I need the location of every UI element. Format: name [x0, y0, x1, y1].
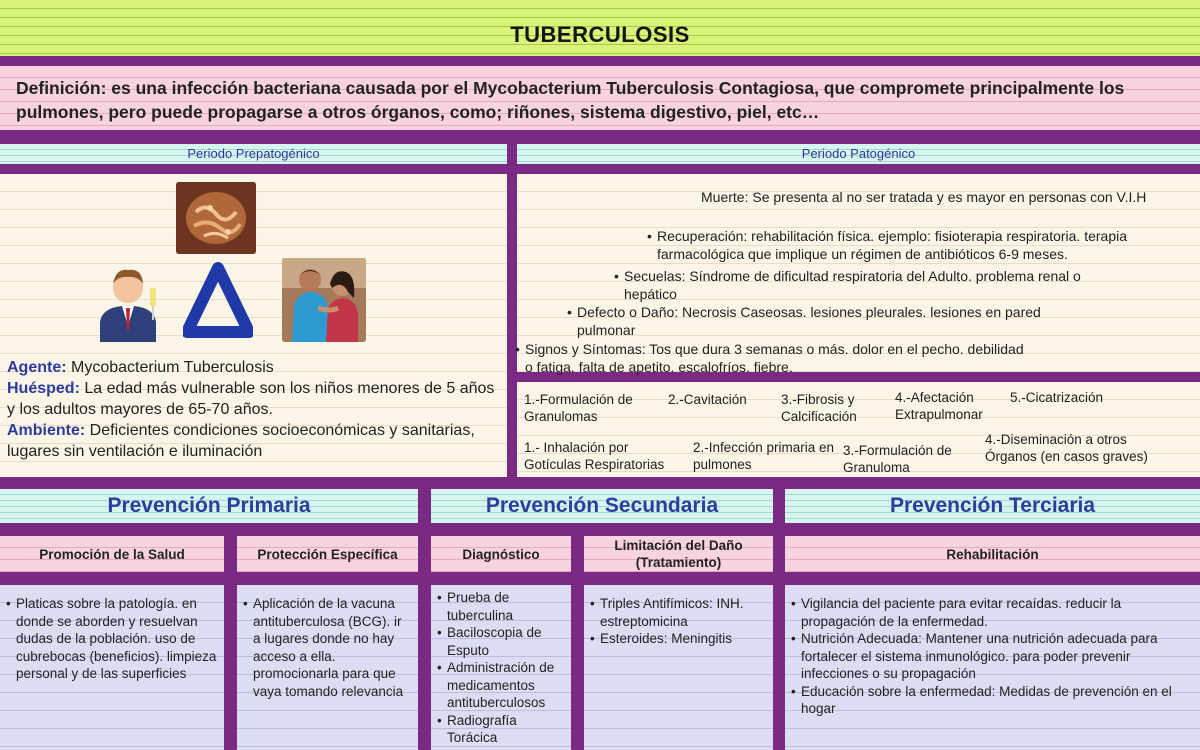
clinical-stage-5: 5.-Cicatrización: [1010, 390, 1104, 405]
environment-label: Ambiente:: [7, 422, 86, 439]
subclinical-stage-2: 2.-Infección primaria en pulmones: [693, 440, 835, 472]
environment-value: Deficientes condiciones socioeconómicas y sanitarias, lugares sin ventilación e iluminación: [7, 422, 475, 460]
list-item: • Aplicación de la vacuna antituberculosa (BCG). ir a lugares donde no hay acceso a ella. promocionarla para que vaya tomando relevancia: [243, 595, 412, 700]
definition-box: Definición: es una infección bacteriana causada por el Mycobacterium Tuberculosis Contagiosa, que compromete principalmente los pulmones, pero puede propagarse a otros órganos, como; riñones, sistema digestivo, piel, etc…: [0, 66, 1200, 130]
subclinical-stage-3: 3.-Formulación de Granuloma: [843, 443, 952, 475]
diagnosis-heading: Diagnóstico: [431, 536, 571, 572]
stair-recovery: • Recuperación: rehabilitación física. ejemplo: fisioterapia respiratoria. terapia farmacológica que implique un régimen de antibióticos 6-9 meses.: [647, 228, 1128, 262]
list-item: • Baciloscopia de Esputo: [437, 624, 565, 659]
agent-value: Mycobacterium Tuberculosis: [66, 359, 274, 376]
subclinical-stage-1: 1.- Inhalación por Gotículas Respiratorias: [524, 440, 665, 472]
period-prepathogenic-heading: Periodo Prepatogénico: [0, 144, 507, 164]
list-item: • Triples Antifímicos: INH. estreptomicina: [590, 595, 767, 630]
stair-damage: • Defecto o Daño: Necrosis Caseosas. lesiones pleurales. lesiones en pared pulmonar: [567, 304, 1041, 338]
epidemiological-triad: [7, 357, 503, 462]
list-item: • Vigilancia del paciente para evitar recaídas. reducir la propagación de la enfermedad.: [791, 595, 1194, 630]
period-pathogenic-heading: Periodo Patogénico: [517, 144, 1200, 164]
clinical-stage-3: 3.-Fibrosis y Calcificación: [781, 392, 857, 424]
rehabilitation-heading: Rehabilitación: [785, 536, 1200, 572]
clinical-stage-4: 4.-Afectación Extrapulmonar: [895, 390, 983, 422]
specific-protection-column: [237, 585, 418, 750]
patient-photo: [282, 258, 366, 342]
stair-death: Muerte: Se presenta al no ser tratada y es mayor en personas con V.I.H: [701, 189, 1147, 205]
bacteria-photo: [176, 182, 256, 254]
rehabilitation-column: [785, 585, 1200, 750]
stair-sequelae: • Secuelas: Síndrome de dificultad respiratoria del Adulto. problema renal o hepático: [614, 268, 1081, 302]
triangle-icon: [183, 262, 253, 338]
health-promotion-column: [0, 585, 224, 750]
list-item: • Prueba de tuberculina: [437, 589, 565, 624]
health-promotion-heading: Promoción de la Salud: [0, 536, 224, 572]
secondary-prevention-heading: Prevención Secundaria: [431, 489, 773, 523]
page-title: TUBERCULOSIS: [510, 22, 690, 47]
host-value: La edad más vulnerable son los niños menores de 5 años y los adultos mayores de 65-70 años.: [7, 380, 495, 418]
stair-signs-symptoms: • Signos y Síntomas: Tos que dura 3 semanas o más. dolor en el pecho. debilidad o fatiga. falta de apetito. escalofríos. fiebre.: [515, 341, 1024, 375]
primary-prevention-heading: Prevención Primaria: [0, 489, 418, 523]
subclinical-stage-4: 4.-Diseminación a otros Órganos (en casos graves): [985, 432, 1148, 464]
doctor-icon: [92, 260, 164, 342]
tertiary-prevention-heading: Prevención Terciaria: [785, 489, 1200, 523]
damage-limitation-column: [584, 585, 773, 750]
list-item: • Nutrición Adecuada: Mantener una nutrición adecuada para fortalecer el sistema inmunológico. para poder prevenir infecciones o su propagación: [791, 630, 1194, 683]
damage-limitation-heading: Limitación del Daño (Tratamiento): [584, 536, 773, 572]
clinical-stage-2: 2.-Cavitación: [668, 392, 747, 407]
list-item: • Esteroides: Meningitis: [590, 630, 767, 648]
list-item: • Platicas sobre la patología. en donde se aborden y resuelvan dudas de la población. uso de cubrebocas (beneficios). limpieza personal y de las superficies: [6, 595, 218, 683]
host-label: Huésped:: [7, 380, 80, 397]
list-item: • Radiografía Torácica: [437, 712, 565, 747]
list-item: • Administración de medicamentos antituberculosos: [437, 659, 565, 712]
clinical-stage-1: 1.-Formulación de Granulomas: [524, 392, 633, 424]
list-item: • Educación sobre la enfermedad: Medidas de prevención en el hogar: [791, 683, 1194, 718]
specific-protection-heading: Protección Específica: [237, 536, 418, 572]
diagnosis-column: [431, 585, 571, 750]
agent-label: Agente:: [7, 359, 67, 376]
